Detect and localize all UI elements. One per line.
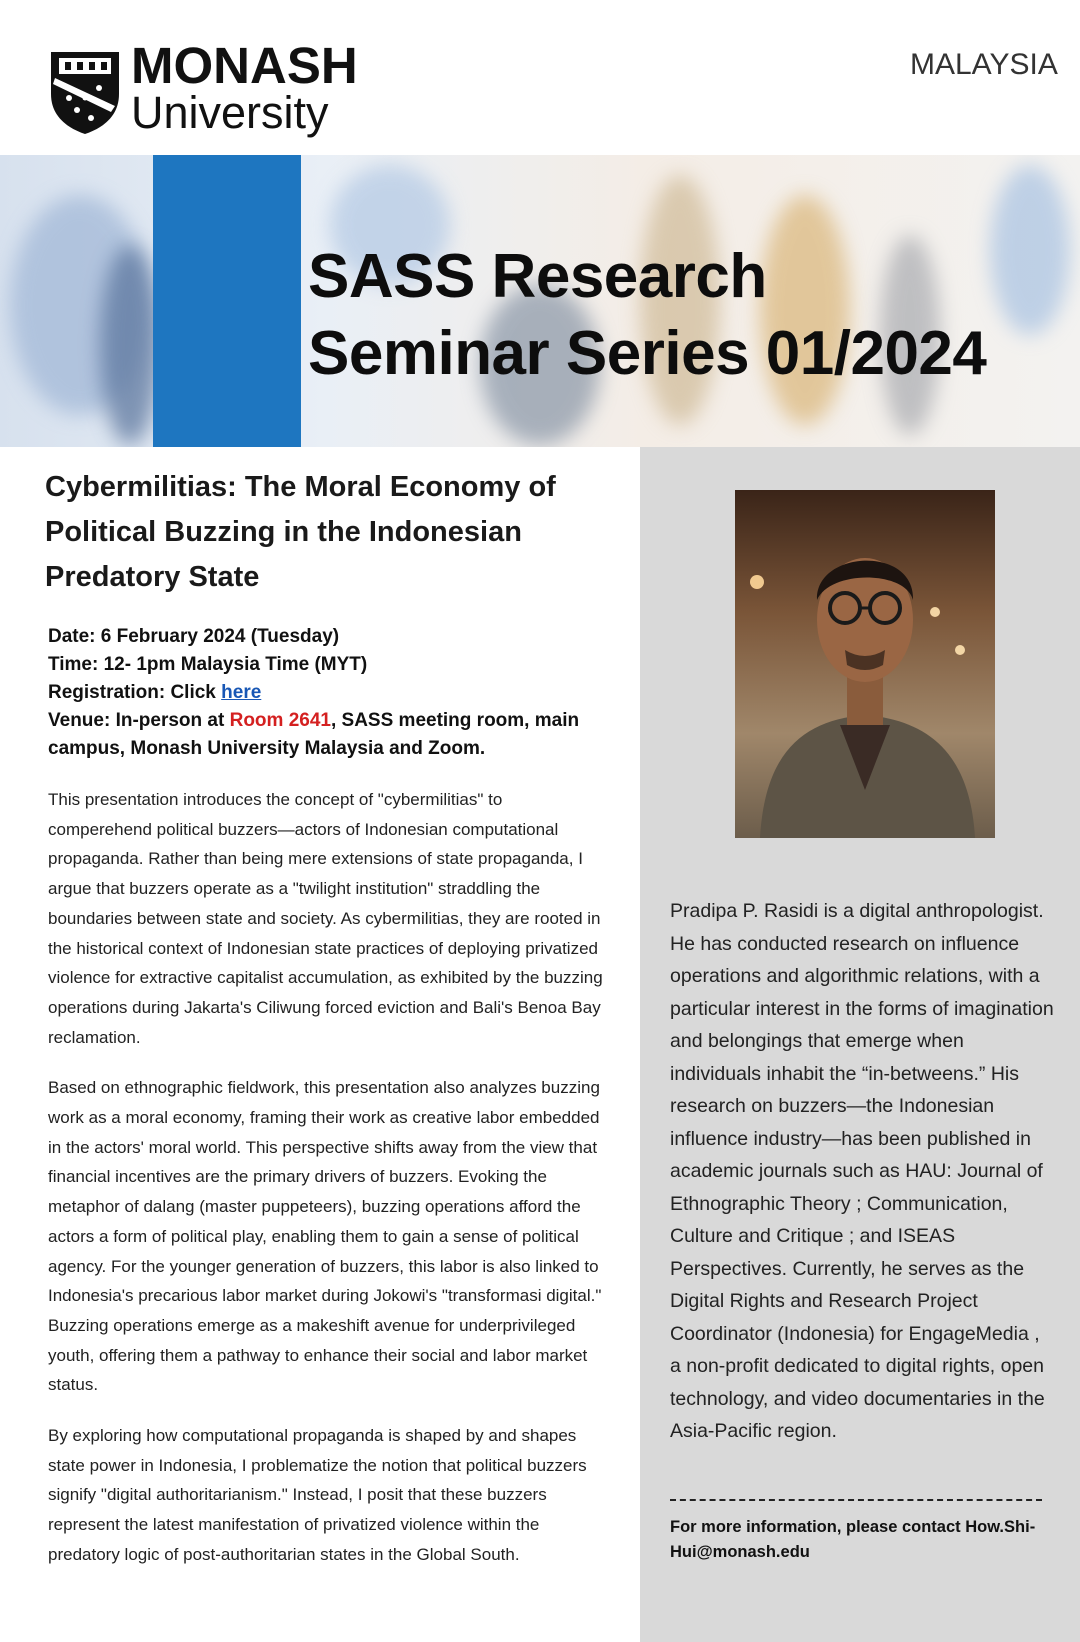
abstract-paragraph-3: By exploring how computational propaganda is shaped by and shapes state power in Indonesia, I problematize the notion that political buzzers signify "digital authoritarianism." Instead, I posit that these buzzers represent the latest manifestation of privatized violence within the predatory logic of post-authoritarian states in the Global South. — [48, 1426, 587, 1564]
section-divider — [670, 1499, 1042, 1501]
venue-description: , SASS meeting room, main campus, Monash University Malaysia and Zoom. — [48, 710, 580, 759]
logo-subtitle: University — [131, 87, 329, 138]
venue-label: Venue: In-person at — [48, 710, 230, 731]
speaker-sidebar — [640, 447, 1080, 1642]
event-venue — [48, 707, 605, 763]
event-registration — [48, 679, 605, 707]
seminar-series-title — [308, 238, 986, 392]
abstract-paragraph-2: Based on ethnographic fieldwork, this presentation also analyzes buzzing work as a moral economy, framing their work as creative labor embedded in the actors' moral world. This perspective shifts away from the view that financial incentives are the primary drivers of buzzers. Evoking the metaphor of dalang (master puppeteers), buzzing operations afford the actors a form of political play, enabling them to gain a sense of political agency. For the younger generation of buzzers, this labor is also linked to Indonesia's precarious labor market during Jokowi's "transformasi digital." Buzzing operations emerge as a makeshift avenue for underprivileged youth, offering them a pathway to enhance their social and labor market status. — [48, 1078, 602, 1395]
banner-m-letter — [153, 155, 301, 447]
seminar-title-line1: SASS Research — [308, 242, 767, 311]
registration-link[interactable]: here — [221, 682, 262, 703]
monash-crest-icon — [47, 48, 123, 136]
talk-title: Cybermilitias: The Moral Economy of Political Buzzing in the Indonesian Predatory State — [45, 471, 556, 593]
speaker-bio: Pradipa P. Rasidi is a digital anthropologist. He has conducted research on influence operations and algorithmic relations, with a particular interest in the forms of imagination and belongings that emerge when individuals inhabit the “in-betweens.” His research on buzzers—the Indonesian influence industry—has been published in academic journals such as HAU: Journal of Ethnographic Theory ; Communication, Culture and Critique ; and ISEAS Perspectives. Currently, he serves as the Digital Rights and Research Project Coordinator (Indonesia) for EngageMedia , a non-profit dedicated to digital rights, open technology, and video documentaries in the Asia-Pacific region. — [670, 900, 1054, 1442]
event-details — [48, 623, 605, 763]
campus-country: MALAYSIA — [910, 48, 1058, 81]
event-time: Time: 12- 1pm Malaysia Time (MYT) — [48, 654, 368, 675]
talk-abstract — [48, 785, 605, 1570]
registration-label: Registration: Click — [48, 682, 222, 703]
contact-info: For more information, please contact How.Shi-Hui@monash.edu — [670, 1518, 1036, 1561]
seminar-title-line2: Seminar Series 01/2024 — [308, 319, 987, 388]
page-header — [0, 0, 1080, 155]
event-date: Date: 6 February 2024 (Tuesday) — [48, 626, 340, 647]
abstract-paragraph-1: This presentation introduces the concept of "cybermilitias" to comperehend political buzzers—actors of Indonesian computational propaganda. Rather than being mere extensions of state propaganda, I argue that buzzers operate as a "twilight institution" straddling the boundaries between state and society. As cybermilitias, they are rooted in the historical context of Indonesian state practices of deploying privatized violence for extractive capitalist accumulation, as exhibited by the buzzing operations during Jakarta's Ciliwung forced eviction and Bali's Benoa Bay reclamation. — [48, 790, 603, 1047]
speaker-photo — [735, 490, 995, 838]
main-column — [45, 465, 605, 1591]
logo-wordmark: MONASH — [131, 37, 358, 94]
venue-room: Room 2641 — [229, 710, 331, 731]
